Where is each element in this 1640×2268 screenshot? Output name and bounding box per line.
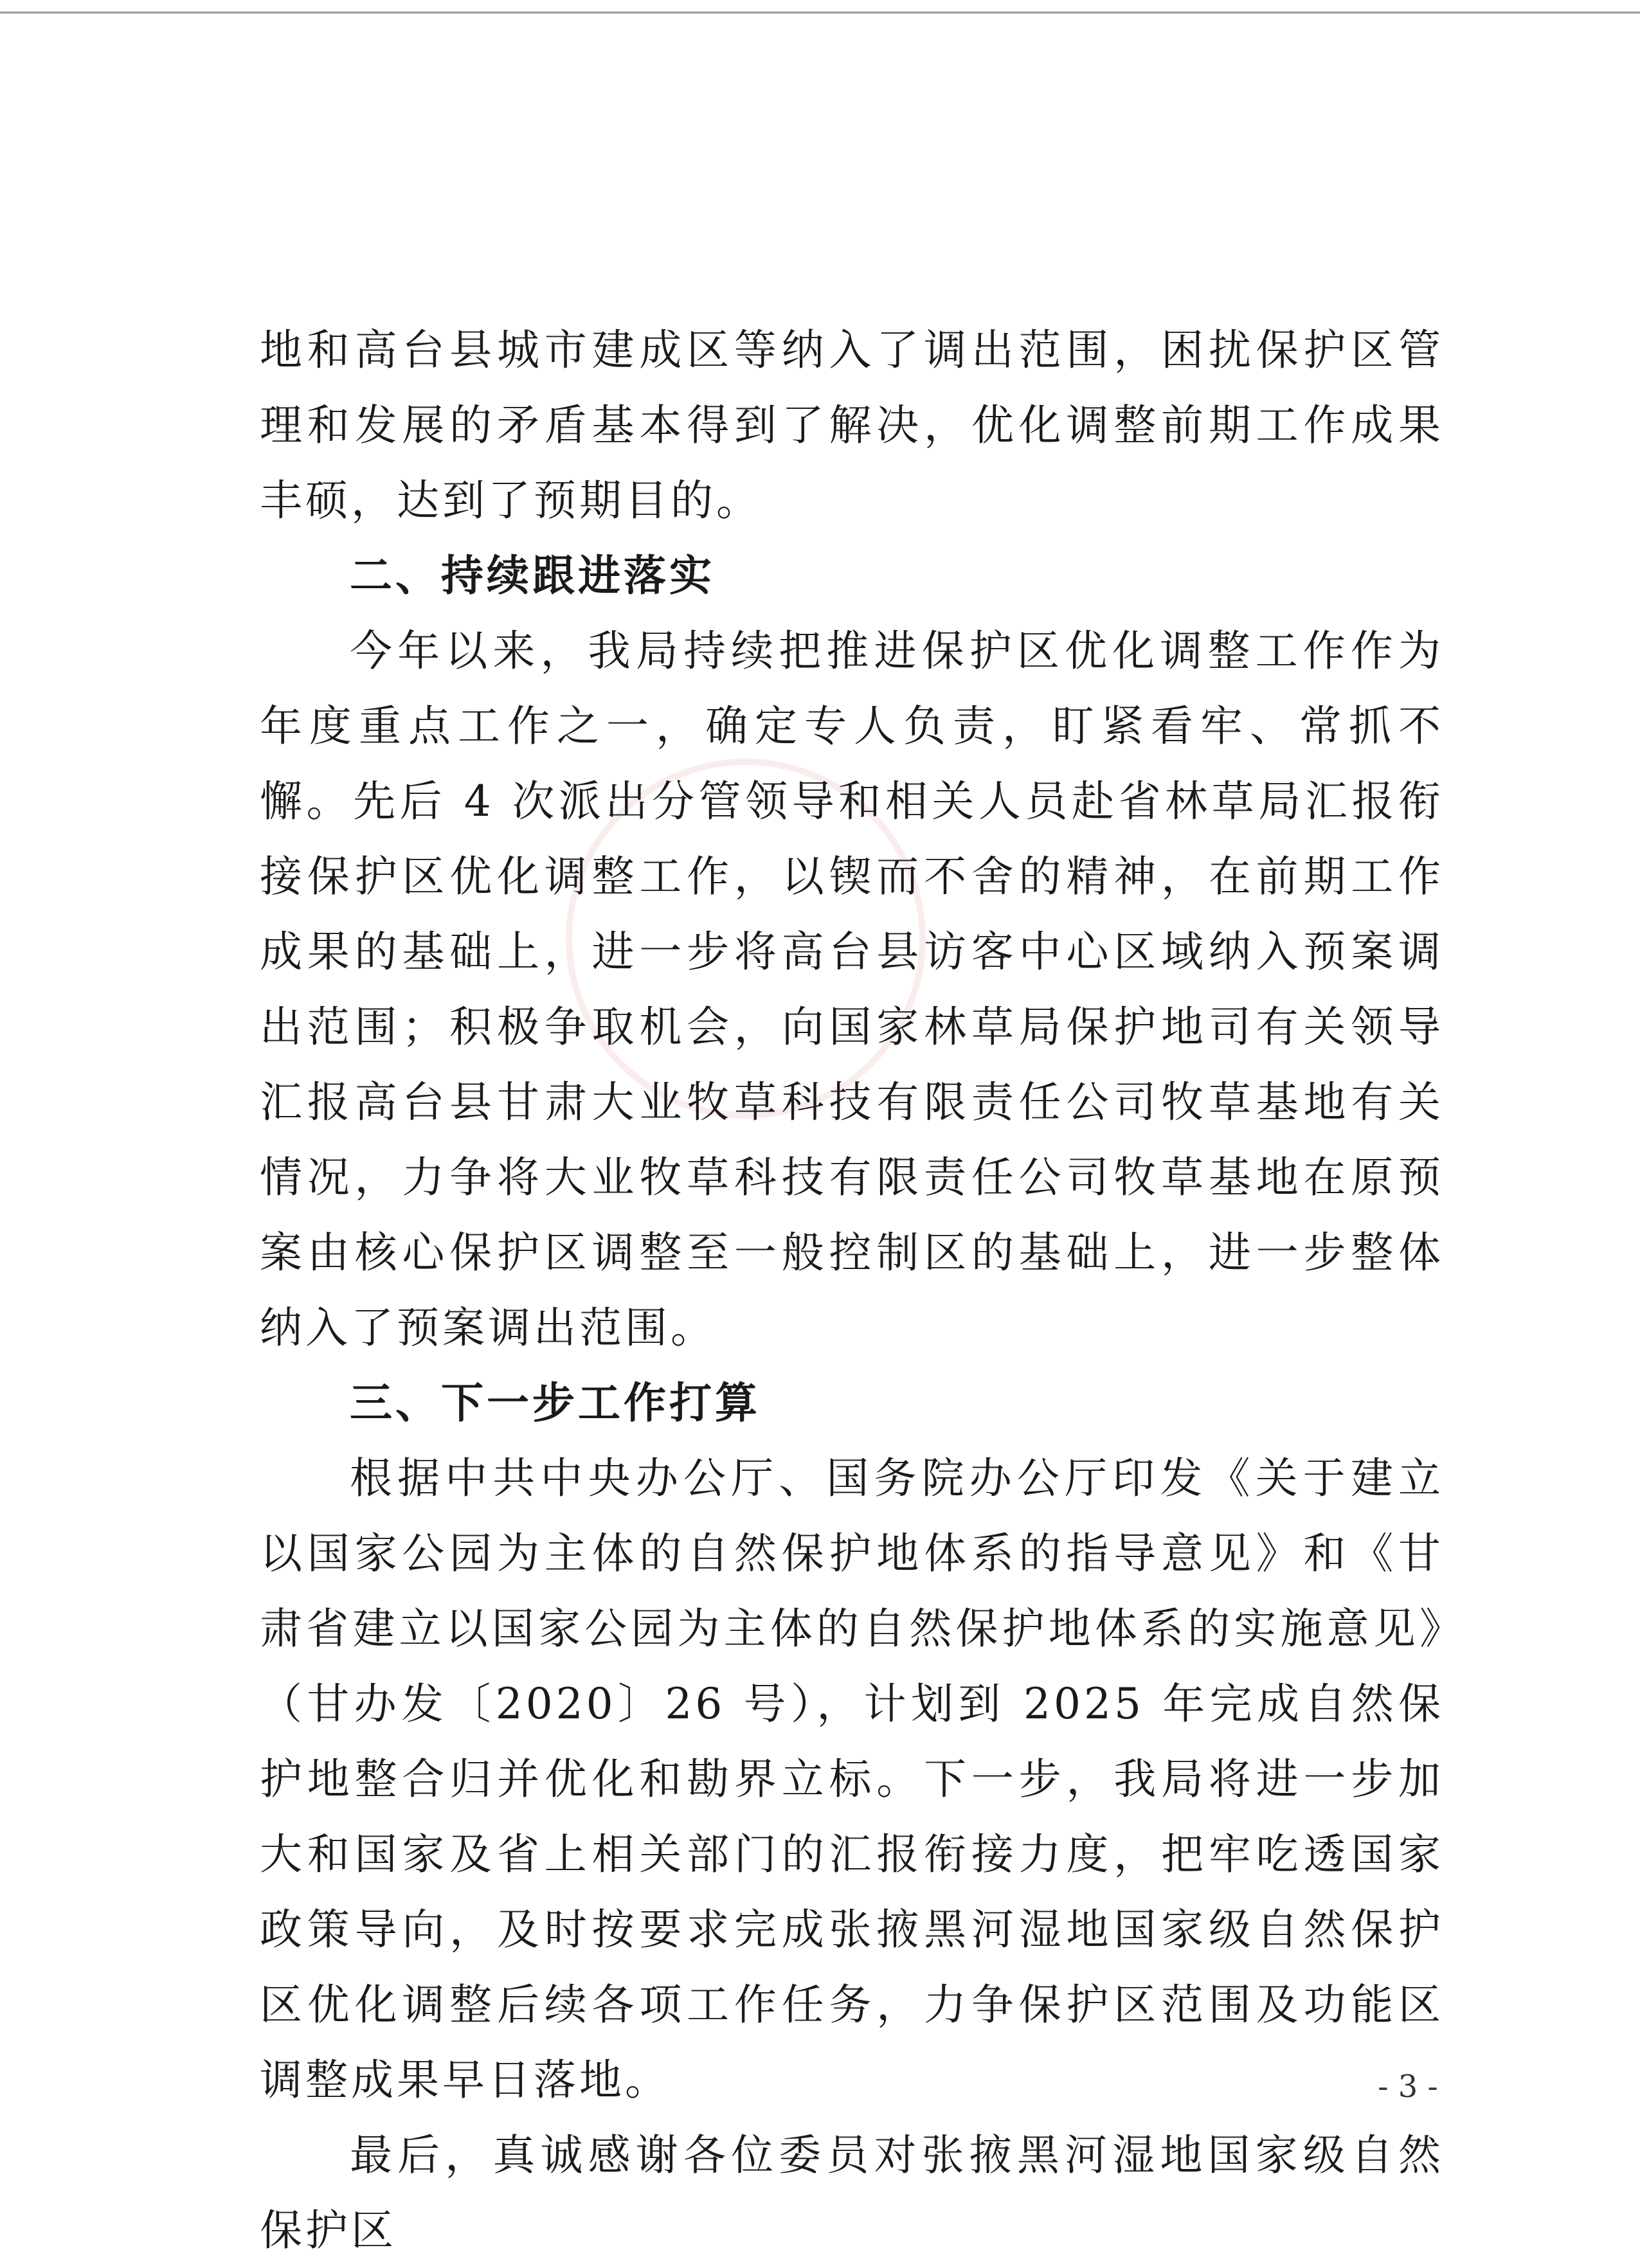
paragraph-next-steps: 根据中共中央办公厅、国务院办公厅印发《关于建立以国家公园为主体的自然保护地体系的指导意见》和《甘肃省建立以国家公园为主体的自然保护地体系的实施意见》（甘办发〔2020〕26 号），计划到 2025 年完成自然保护地整合归并优化和勘界立标。下一步，我局将进一步加大和国家及省上相关部门的汇报衔接力度，把牢吃透国家政策导向，及时按要求完成张掖黑河湿地国家级自然保护区优化调整后续各项工作任务，力争保护区范围及功能区调整成果早日落地。 <box>260 1454 1444 2105</box>
section-heading-3: 三、下一步工作打算 <box>350 1378 761 1428</box>
paragraph-continuation: 地和高台县城市建成区等纳入了调出范围，困扰保护区管理和发展的矛盾基本得到了解决，优化调整前期工作成果丰硕，达到了预期目的。 <box>260 325 1444 525</box>
page-number: - 3 - <box>1378 2069 1438 2105</box>
paragraph-closing: 最后，真诚感谢各位委员对张掖黑河湿地国家级自然保护区 <box>260 2130 1444 2255</box>
paragraph-follow-up: 今年以来，我局持续把推进保护区优化调整工作作为年度重点工作之一，确定专人负责，盯紧看牢、常抓不懈。先后 4 次派出分管领导和相关人员赴省林草局汇报衔接保护区优化调整工作，以锲而不舍的精神，在前期工作成果的基础上，进一步将高台县访客中心区域纳入预案调出范围；积极争取机会，向国家林草局保护地司有关领导汇报高台县甘肃大业牧草科技有限责任公司牧草基地有关情况，力争将大业牧草科技有限责任公司牧草基地在原预案由核心保护区调整至一般控制区的基础上，进一步整体纳入了预案调出范围。 <box>260 626 1444 1353</box>
top-border-line <box>0 12 1640 14</box>
document-body <box>260 312 1444 2268</box>
section-heading-2: 二、持续跟进落实 <box>350 551 715 600</box>
